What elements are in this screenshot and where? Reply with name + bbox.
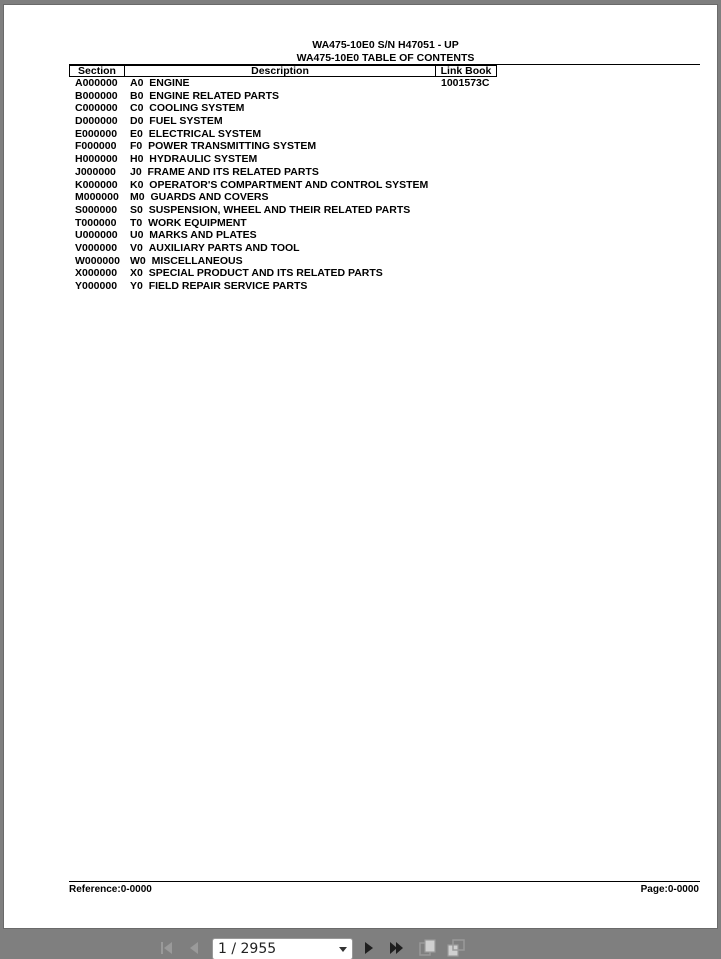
row-description	[130, 102, 244, 114]
row-group-code: U0	[130, 229, 144, 242]
first-page-icon[interactable]	[158, 939, 176, 957]
fit-page-icon[interactable]	[418, 939, 436, 957]
row-description	[130, 280, 307, 292]
row-section-code: M000000	[75, 191, 119, 204]
row-group-code: C0	[130, 102, 144, 115]
column-header-link-book: Link Book	[436, 65, 497, 77]
next-page-icon[interactable]	[360, 939, 378, 957]
row-section-code: S000000	[75, 203, 118, 216]
row-section-code: A000000	[75, 77, 118, 89]
row-section-code: U000000	[75, 229, 118, 242]
row-description-text: MISCELLANEOUS	[151, 254, 243, 267]
row-description-text: SPECIAL PRODUCT AND ITS RELATED PARTS	[148, 267, 383, 280]
row-description	[130, 255, 243, 267]
row-description	[130, 229, 257, 241]
row-description-text: ENGINE RELATED PARTS	[149, 89, 279, 102]
row-section-code: E000000	[75, 127, 118, 140]
row-group-code: F0	[130, 140, 143, 153]
row-description	[130, 267, 383, 279]
row-section-code: C000000	[75, 102, 118, 115]
row-group-code: A0	[130, 77, 144, 89]
row-group-code: W0	[130, 254, 146, 267]
document-subtitle: WA475-10E0 TABLE OF CONTENTS	[296, 52, 475, 64]
row-link-book[interactable]: 1001573C	[441, 77, 490, 89]
row-section-code: J000000	[75, 165, 116, 178]
row-description-text: HYDRAULIC SYSTEM	[149, 153, 258, 166]
row-group-code: E0	[130, 127, 143, 140]
row-description	[130, 217, 247, 229]
fit-width-icon[interactable]	[447, 939, 465, 957]
footer-reference: Reference:0-0000	[69, 884, 152, 895]
row-group-code: H0	[130, 153, 144, 166]
page-number-select[interactable]	[212, 938, 353, 959]
row-description	[130, 166, 319, 178]
row-section-code: K000000	[75, 178, 118, 191]
column-header-description: Description	[125, 65, 436, 77]
row-group-code: D0	[130, 115, 144, 128]
row-description	[130, 242, 300, 254]
row-section-code: W000000	[75, 254, 120, 267]
row-group-code: T0	[130, 216, 143, 229]
row-section-code: V000000	[75, 241, 118, 254]
chevron-down-icon	[339, 947, 347, 952]
row-section-code: Y000000	[75, 280, 118, 292]
row-section-code: X000000	[75, 267, 118, 280]
row-description-text: OPERATOR'S COMPARTMENT AND CONTROL SYSTEM	[149, 178, 429, 191]
row-section-code: T000000	[75, 216, 117, 229]
row-description-text: ELECTRICAL SYSTEM	[148, 127, 262, 140]
row-group-code: K0	[130, 178, 144, 191]
row-description-text: ENGINE	[149, 77, 190, 89]
row-description	[130, 115, 223, 127]
row-description	[130, 153, 257, 165]
row-description-text: POWER TRANSMITTING SYSTEM	[148, 140, 317, 153]
row-description	[130, 179, 428, 191]
row-description	[130, 191, 268, 203]
row-description	[130, 90, 279, 102]
last-page-icon[interactable]	[387, 939, 405, 957]
row-description-text: MARKS AND PLATES	[149, 229, 257, 242]
column-header-section: Section	[69, 65, 125, 77]
row-section-code: H000000	[75, 153, 118, 166]
row-group-code: X0	[130, 267, 143, 280]
row-description-text: COOLING SYSTEM	[149, 102, 245, 115]
row-group-code: Y0	[130, 280, 143, 292]
row-group-code: S0	[130, 203, 143, 216]
row-description-text: SUSPENSION, WHEEL AND THEIR RELATED PARTS	[148, 203, 411, 216]
row-section-code: B000000	[75, 89, 118, 102]
row-description-text: AUXILIARY PARTS AND TOOL	[148, 241, 300, 254]
row-description	[130, 204, 410, 216]
previous-page-icon[interactable]	[186, 939, 204, 957]
row-description-text: FIELD REPAIR SERVICE PARTS	[148, 280, 308, 292]
viewer-toolbar	[0, 933, 721, 959]
footer-page: Page:0-0000	[640, 884, 699, 895]
row-group-code: M0	[130, 191, 145, 204]
row-group-code: V0	[130, 241, 143, 254]
row-group-code: J0	[130, 165, 142, 178]
document-title: WA475-10E0 S/N H47051 - UP	[312, 39, 459, 51]
row-description-text: FRAME AND ITS RELATED PARTS	[147, 165, 319, 178]
row-section-code: D000000	[75, 115, 118, 128]
row-description-text: FUEL SYSTEM	[149, 115, 223, 128]
row-description	[130, 128, 261, 140]
row-description	[130, 77, 190, 89]
footer-rule	[69, 881, 700, 882]
row-description	[130, 140, 316, 152]
row-group-code: B0	[130, 89, 144, 102]
page-indicator: 1 / 2955	[218, 941, 277, 957]
document-page	[3, 4, 718, 929]
row-description-text: WORK EQUIPMENT	[148, 216, 247, 229]
row-section-code: F000000	[75, 140, 117, 153]
row-description-text: GUARDS AND COVERS	[150, 191, 269, 204]
